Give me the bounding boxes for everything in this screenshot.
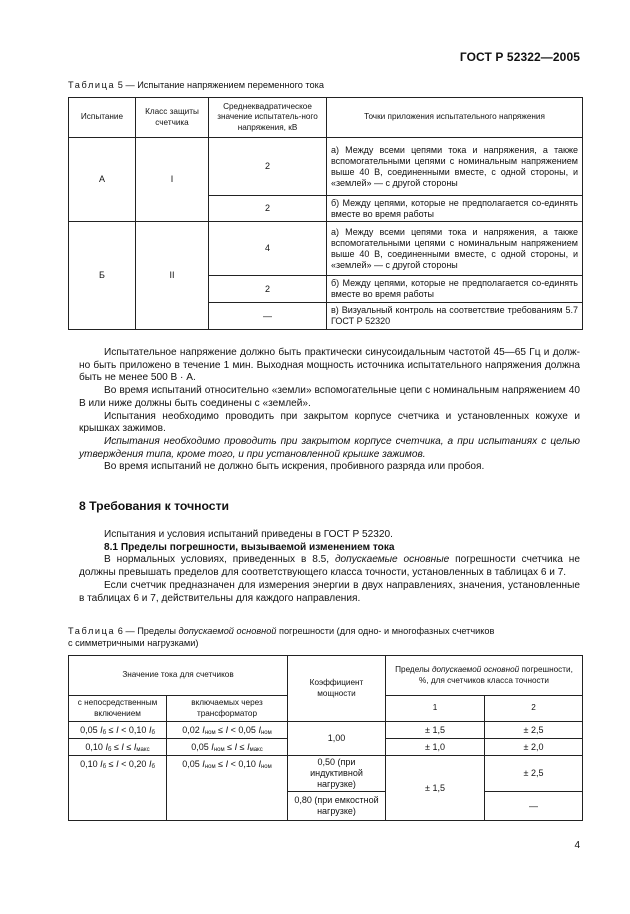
- page-number: 4: [574, 840, 580, 851]
- table5-voltage-cell: 2: [209, 138, 327, 196]
- table5-voltage-cell: 2: [209, 276, 327, 303]
- table6-limit-cell: ± 1,0: [386, 739, 485, 756]
- table6-header-limits: [386, 656, 583, 696]
- table5: [68, 97, 583, 330]
- table5-test-b: Б: [69, 222, 136, 330]
- table-row: [69, 138, 583, 196]
- text-run: с симметричными нагрузками): [68, 637, 199, 648]
- table6-power-factor-cell: 0,80 (при емкостной нагрузке): [288, 792, 386, 821]
- table5-test-a: А: [69, 138, 136, 222]
- table6-limit-cell: ± 1,5: [386, 722, 485, 739]
- paragraph: Если счетчик предназначен для измерения энергии в двух направлениях, значения, установленные в таблицах 6 и 7, действительны для каждого направления.: [79, 579, 580, 604]
- table5-header-test: Испытание: [69, 98, 136, 138]
- paragraph: Во время испытаний относительно «земли» вспомогательные цепи с номинальным напряжением 40 В или ниже должны быть соединены с «землей».: [79, 385, 580, 409]
- subsection-8-1-title: 8.1 Пределы погрешности, вызываемой изменением тока: [104, 541, 395, 553]
- text-run-italic: допускаемой основной: [431, 665, 520, 675]
- table6-caption: [68, 626, 494, 649]
- table5-header-class: Класс защиты счетчика: [136, 98, 209, 138]
- paragraph: Во время испытаний не должно быть искрения, пробивного разряда или пробоя.: [104, 461, 485, 473]
- text-run-italic: допускаемой основной: [178, 626, 277, 636]
- text-run-italic: допускаемые основные: [334, 554, 450, 566]
- table6-header-class-1: 1: [386, 696, 485, 722]
- table-row: [69, 722, 583, 739]
- table5-header-row: [69, 98, 583, 138]
- table6-caption-label: Таблица: [68, 626, 116, 636]
- table6-limit-cell: —: [485, 792, 583, 821]
- table5-class-b: II: [136, 222, 209, 330]
- paragraph: [79, 554, 580, 579]
- table5-caption-label: Таблица: [68, 80, 116, 90]
- table6-limit-cell: ± 2,5: [485, 722, 583, 739]
- table6-transformer-current-cell: 0,05 $I_{ном} \le I < 0,10$ $I_{ном}$: [167, 756, 288, 821]
- table-row: [69, 756, 583, 792]
- section-8-title: 8 Требования к точности: [79, 499, 230, 513]
- table6-header-direct: с непосредственным включением: [69, 696, 167, 722]
- text-run: погрешности счетчика не должны превышать пределов для соответствующего класса точности, установленных в таблицах 6 и 7.: [79, 554, 580, 579]
- table-row: [69, 222, 583, 276]
- table6-header-row: [69, 656, 583, 696]
- table5-points-cell: б) Между цепями, которые не предполагается со-единять вместе во время работы: [327, 196, 583, 222]
- table6-direct-current-cell: 0,10 $I_б \le I < 0,20$ $I_б$: [69, 756, 167, 821]
- paragraph: Испытания необходимо проводить при закрытом корпусе счетчика и установленных кожухе и крышках зажимов.: [79, 410, 580, 435]
- text-run: Пределы: [395, 665, 432, 675]
- text-run: погрешности (для одно- и многофазных счетчиков: [276, 626, 495, 636]
- table6-direct-current-cell: 0,05 $I_б \le I < 0,10$ $I_б$: [69, 722, 167, 739]
- table6-header-power-factor: Коэффициент мощности: [288, 656, 386, 722]
- table6-header-class-2: 2: [485, 696, 583, 722]
- table6-direct-current-cell: 0,10 $I_б \le I \le I_{макс}$: [69, 739, 167, 756]
- table6-power-factor-cell: 0,50 (при индуктивной нагрузке): [288, 756, 386, 792]
- text-run: погрешности, %, для счетчиков класса точности: [419, 665, 573, 685]
- table5-class-a: I: [136, 138, 209, 222]
- table6-power-factor-cell: 1,00: [288, 722, 386, 756]
- table5-voltage-cell: —: [209, 303, 327, 330]
- table6-header-current: Значение тока для счетчиков: [69, 656, 288, 696]
- table6-header-transformer: включаемых через трансформатор: [167, 696, 288, 722]
- section-8-body: [79, 529, 580, 605]
- table5-points-cell: а) Между всеми цепями тока и напряжения, а также вспомогательными цепями с номинальным напряжением выше 40 В, соединенными вместе, с одной стороны, и «землей» — с другой стороны: [327, 222, 583, 276]
- paragraph: Испытательное напряжение должно быть практически синусоидальным частотой 45—65 Гц и долж-но быть приложено в течение 1 мин. Выходная мощность источника испытательного напряжения должна быть не менее 500 В · А.: [79, 347, 580, 384]
- table5-caption: [68, 80, 324, 92]
- paragraph-italic: Испытания необходимо проводить при закрытом корпусе счетчика, а при испытаниях с целью утверждения типа, кроме того, и при установленной крышке зажимов.: [79, 435, 580, 460]
- table6-limit-cell: ± 2,0: [485, 739, 583, 756]
- table5-points-cell: а) Между всеми цепями тока и напряжения, а также вспомогательными цепями с номинальным напряжением выше 40 В, соединенными вместе, с одной стороны, и «землей» — с другой стороны: [327, 138, 583, 196]
- table5-voltage-cell: 2: [209, 196, 327, 222]
- paragraph: Испытания и условия испытаний приведены в ГОСТ Р 52320.: [104, 529, 393, 540]
- table5-points-cell: б) Между цепями, которые не предполагается со-единять вместе во время работы: [327, 276, 583, 303]
- table6: [68, 655, 583, 821]
- table5-header-points: Точки приложения испытательного напряжения: [327, 98, 583, 138]
- table5-points-cell: в) Визуальный контроль на соответствие требованиям 5.7 ГОСТ Р 52320: [327, 303, 583, 330]
- table6-limit-cell: ± 2,5: [485, 756, 583, 792]
- text-run: В нормальных условиях, приведенных в 8.5,: [104, 554, 335, 566]
- table6-transformer-current-cell: 0,05 $I_{ном} \le I \le I_{макс}$: [167, 739, 288, 756]
- table5-caption-text: 5 — Испытание напряжением переменного тока: [117, 80, 324, 90]
- table5-header-voltage: Среднеквадратическое значение испытатель-ного напряжения, кВ: [209, 98, 327, 138]
- test-voltage-paragraphs: [79, 347, 580, 474]
- table5-voltage-cell: 4: [209, 222, 327, 276]
- table6-transformer-current-cell: 0,02 $I_{ном} \le I < 0,05$ $I_{ном}$: [167, 722, 288, 739]
- table6-limit-cell: ± 1,5: [386, 756, 485, 821]
- text-run: 6 — Пределы: [117, 626, 179, 636]
- document-code-header: ГОСТ Р 52322—2005: [459, 50, 580, 64]
